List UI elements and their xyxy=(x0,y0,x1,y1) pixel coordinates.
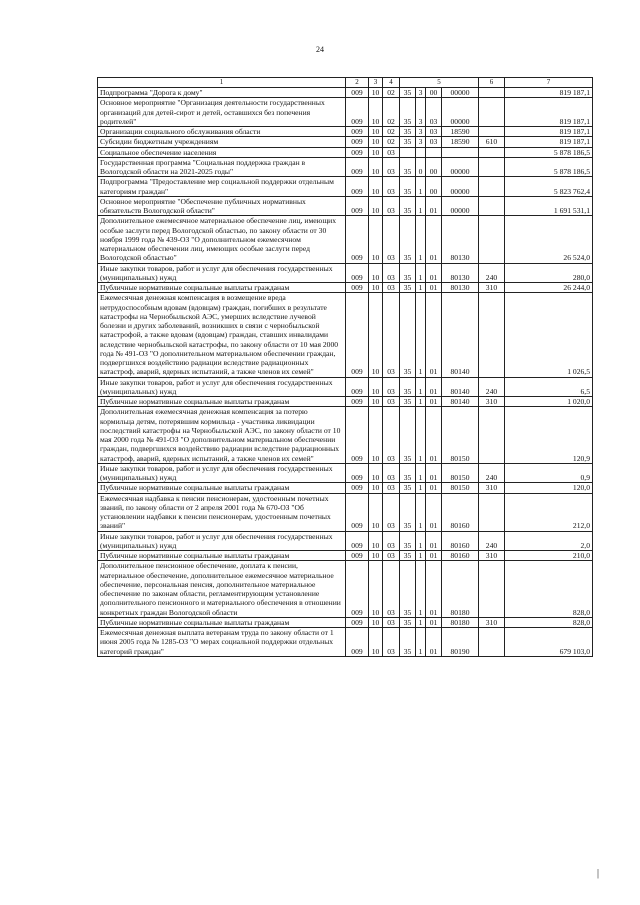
cell-t1: 35 xyxy=(400,293,416,377)
cell-name: Подпрограмма "Предоставление мер социальной поддержки отдельным категориям граждан" xyxy=(98,177,346,197)
cell-t1: 35 xyxy=(400,263,416,283)
cell-c2: 009 xyxy=(346,147,369,157)
cell-name: Публичные нормативные социальные выплаты гражданам xyxy=(98,483,346,493)
cell-c2: 009 xyxy=(346,617,369,627)
cell-t1: 35 xyxy=(400,98,416,127)
cell-sum: 1 691 531,1 xyxy=(505,196,593,216)
cell-c6: 310 xyxy=(479,283,505,293)
cell-c6 xyxy=(479,293,505,377)
cell-sum: 5 823 762,4 xyxy=(505,177,593,197)
cell-t1: 35 xyxy=(400,127,416,137)
cell-sum: 120,9 xyxy=(505,407,593,464)
cell-t3: 03 xyxy=(426,137,442,147)
cell-c3: 10 xyxy=(369,551,383,561)
cell-t2: 1 xyxy=(416,177,426,197)
cell-c6 xyxy=(479,493,505,531)
cell-c6 xyxy=(479,127,505,137)
cell-t4: 80160 xyxy=(442,531,479,551)
cell-c3: 10 xyxy=(369,196,383,216)
cell-name: Основное мероприятие "Обеспечение публичных нормативных обязательств Вологодской области" xyxy=(98,196,346,216)
header-cell: 2 xyxy=(346,78,369,88)
cell-sum: 26 244,0 xyxy=(505,283,593,293)
table-row xyxy=(98,407,593,464)
cell-c6 xyxy=(479,561,505,618)
cell-t2: 1 xyxy=(416,293,426,377)
cell-t4: 18590 xyxy=(442,127,479,137)
cell-c2: 009 xyxy=(346,283,369,293)
cell-t1: 35 xyxy=(400,88,416,98)
cell-sum: 6,5 xyxy=(505,377,593,397)
cell-sum: 1 020,0 xyxy=(505,397,593,407)
cell-name: Дополнительная ежемесячная денежная компенсация за потерю кормильца детям, потерявшим кормильца - участника ликвидации последствий катастрофы на Чернобыльской АЭС, по закону области от 10 мая 2000 года № 491-ОЗ "О дополнительном материальном обеспечении граждан, подвергшихся воздействию радиации вследствие радиационных катастроф, аварий, ядерных испытаний, а также членов их семей" xyxy=(98,407,346,464)
cell-sum: 5 878 186,5 xyxy=(505,147,593,157)
cell-t3: 01 xyxy=(426,293,442,377)
cell-t3: 01 xyxy=(426,216,442,263)
cell-c2: 009 xyxy=(346,377,369,397)
table-body xyxy=(98,88,593,657)
cell-name: Публичные нормативные социальные выплаты гражданам xyxy=(98,397,346,407)
cell-c2: 009 xyxy=(346,463,369,483)
cell-t4: 80140 xyxy=(442,397,479,407)
cell-name: Иные закупки товаров, работ и услуг для обеспечения государственных (муниципальных) нужд xyxy=(98,377,346,397)
cell-c3: 10 xyxy=(369,137,383,147)
cell-c2: 009 xyxy=(346,98,369,127)
cell-t2: 1 xyxy=(416,483,426,493)
cell-t4: 80150 xyxy=(442,407,479,464)
cell-t4: 80140 xyxy=(442,377,479,397)
table-row xyxy=(98,263,593,283)
cell-c4: 03 xyxy=(383,407,400,464)
cell-c2: 009 xyxy=(346,157,369,177)
cell-c6 xyxy=(479,177,505,197)
cell-sum: 819 187,1 xyxy=(505,98,593,127)
table-row xyxy=(98,216,593,263)
cell-name: Основное мероприятие "Организация деятельности государственных организаций для детей-сирот и детей, оставшихся без попечения родителей" xyxy=(98,98,346,127)
cell-sum: 819 187,1 xyxy=(505,127,593,137)
cell-c3: 10 xyxy=(369,127,383,137)
table-row xyxy=(98,147,593,157)
table-row xyxy=(98,127,593,137)
cell-c4: 03 xyxy=(383,263,400,283)
cell-name: Дополнительное пенсионное обеспечение, доплата к пенсии, материальное обеспечение, дополнительное ежемесячное материальное обеспечение, персональная пенсия, дополнительное материальное обеспечение по законам области, регламентирующим установление дополнительного пенсионного и материального обеспечения в отношении конкретных граждан Вологодской области xyxy=(98,561,346,618)
table-row xyxy=(98,561,593,618)
cell-c4: 02 xyxy=(383,88,400,98)
cell-t1: 35 xyxy=(400,551,416,561)
cell-name: Ежемесячная денежная компенсация в возмещение вреда нетрудоспособным вдовам (вдовцам) граждан, погибших в результате катастрофы на Чернобыльской АЭС, умерших вследствие лучевой болезни и других заболеваний, возникших в связи с чернобыльской катастрофой, а также вдовам (вдовцам) граждан, ставших инвалидами вследствие чернобыльской катастрофы, по закону области от 10 мая 2000 года № 491-ОЗ "О дополнительном материальном обеспечении граждан, подвергшихся воздействию радиации вследствие радиационных катастроф, аварий, ядерных испытаний, а также членов их семей" xyxy=(98,293,346,377)
cell-c2: 009 xyxy=(346,127,369,137)
cell-t2: 3 xyxy=(416,98,426,127)
cell-c4: 03 xyxy=(383,531,400,551)
cell-c6: 310 xyxy=(479,617,505,627)
cell-name: Публичные нормативные социальные выплаты гражданам xyxy=(98,283,346,293)
cell-c4: 03 xyxy=(383,397,400,407)
cell-t4: 80180 xyxy=(442,617,479,627)
cell-t4: 00000 xyxy=(442,196,479,216)
cell-sum: 280,0 xyxy=(505,263,593,283)
cell-t4: 80180 xyxy=(442,561,479,618)
table-row xyxy=(98,531,593,551)
cell-t1: 35 xyxy=(400,283,416,293)
cell-c3: 10 xyxy=(369,283,383,293)
cell-c3: 10 xyxy=(369,293,383,377)
cell-c2: 009 xyxy=(346,216,369,263)
cell-c3: 10 xyxy=(369,263,383,283)
cell-t4: 00000 xyxy=(442,157,479,177)
cell-t3: 03 xyxy=(426,127,442,137)
cell-sum: 828,0 xyxy=(505,617,593,627)
cell-c6: 310 xyxy=(479,483,505,493)
cell-t1: 35 xyxy=(400,531,416,551)
cell-c4: 03 xyxy=(383,147,400,157)
cell-t2: 1 xyxy=(416,283,426,293)
cell-t1: 35 xyxy=(400,196,416,216)
table-row xyxy=(98,137,593,147)
cell-c3: 10 xyxy=(369,157,383,177)
table-row xyxy=(98,157,593,177)
budget-table xyxy=(97,77,593,657)
cell-c4: 03 xyxy=(383,196,400,216)
cell-name: Социальное обеспечение населения xyxy=(98,147,346,157)
cell-c6 xyxy=(479,628,505,657)
cell-c3: 10 xyxy=(369,561,383,618)
cell-c6: 240 xyxy=(479,531,505,551)
cell-t2: 1 xyxy=(416,196,426,216)
cell-t1: 35 xyxy=(400,617,416,627)
table-row xyxy=(98,177,593,197)
cell-t1: 35 xyxy=(400,157,416,177)
cell-c3: 10 xyxy=(369,407,383,464)
cell-t2: 1 xyxy=(416,407,426,464)
cell-c4: 02 xyxy=(383,98,400,127)
cell-t4: 18590 xyxy=(442,137,479,147)
cell-sum: 828,0 xyxy=(505,561,593,618)
cell-t2: 1 xyxy=(416,628,426,657)
cell-t1: 35 xyxy=(400,216,416,263)
cell-t3: 01 xyxy=(426,561,442,618)
cell-c6: 240 xyxy=(479,377,505,397)
cell-t4: 00000 xyxy=(442,177,479,197)
table-row xyxy=(98,463,593,483)
cell-c2: 009 xyxy=(346,196,369,216)
cell-c2: 009 xyxy=(346,493,369,531)
cell-t3: 01 xyxy=(426,263,442,283)
header-cell: 3 xyxy=(369,78,383,88)
cell-t2: 1 xyxy=(416,263,426,283)
cell-c2: 009 xyxy=(346,407,369,464)
cell-name: Государственная программа "Социальная поддержка граждан в Вологодской области на 2021-2025 годы" xyxy=(98,157,346,177)
table-row xyxy=(98,377,593,397)
cell-c2: 009 xyxy=(346,263,369,283)
cell-c3: 10 xyxy=(369,531,383,551)
cell-c3: 10 xyxy=(369,617,383,627)
cell-sum: 210,0 xyxy=(505,551,593,561)
cell-c2: 009 xyxy=(346,628,369,657)
cell-c2: 009 xyxy=(346,561,369,618)
cell-t1: 35 xyxy=(400,137,416,147)
cell-t3 xyxy=(426,147,442,157)
cell-t2: 1 xyxy=(416,531,426,551)
cell-t3: 00 xyxy=(426,157,442,177)
cell-name: Ежемесячная надбавка к пенсии пенсионерам, удостоенным почетных званий, по закону области от 2 апреля 2001 года № 670-ОЗ "Об установлении надбавки к пенсии пенсионерам, удостоенным почетных званий" xyxy=(98,493,346,531)
cell-c2: 009 xyxy=(346,531,369,551)
cell-c6: 310 xyxy=(479,551,505,561)
cell-c3: 10 xyxy=(369,628,383,657)
cell-t3: 01 xyxy=(426,196,442,216)
cell-sum: 212,0 xyxy=(505,493,593,531)
cell-t3: 03 xyxy=(426,98,442,127)
cell-name: Иные закупки товаров, работ и услуг для обеспечения государственных (муниципальных) нужд xyxy=(98,463,346,483)
cell-c6 xyxy=(479,407,505,464)
cell-sum: 120,0 xyxy=(505,483,593,493)
cell-c4: 03 xyxy=(383,283,400,293)
cell-c3: 10 xyxy=(369,493,383,531)
cell-c4: 03 xyxy=(383,463,400,483)
table-row xyxy=(98,283,593,293)
margin-mark: | xyxy=(597,868,600,879)
cell-name: Подпрограмма "Дорога к дому" xyxy=(98,88,346,98)
cell-sum: 26 524,0 xyxy=(505,216,593,263)
table-row xyxy=(98,88,593,98)
cell-t4: 80150 xyxy=(442,463,479,483)
cell-c3: 10 xyxy=(369,397,383,407)
cell-c6 xyxy=(479,147,505,157)
cell-t4: 80160 xyxy=(442,493,479,531)
cell-t4: 80190 xyxy=(442,628,479,657)
cell-t3: 01 xyxy=(426,483,442,493)
cell-t2: 1 xyxy=(416,561,426,618)
table-row xyxy=(98,617,593,627)
cell-sum: 819 187,1 xyxy=(505,137,593,147)
cell-t1: 35 xyxy=(400,407,416,464)
cell-t4: 00000 xyxy=(442,98,479,127)
cell-t3: 01 xyxy=(426,628,442,657)
cell-t1: 35 xyxy=(400,561,416,618)
cell-c4: 03 xyxy=(383,551,400,561)
cell-t2: 1 xyxy=(416,463,426,483)
cell-c4: 02 xyxy=(383,127,400,137)
cell-c4: 03 xyxy=(383,617,400,627)
cell-c4: 03 xyxy=(383,493,400,531)
cell-c4: 03 xyxy=(383,561,400,618)
header-cell: 5 xyxy=(400,78,479,88)
cell-t3: 01 xyxy=(426,463,442,483)
cell-t1: 35 xyxy=(400,377,416,397)
cell-t1: 35 xyxy=(400,177,416,197)
cell-t3: 01 xyxy=(426,283,442,293)
cell-c6 xyxy=(479,196,505,216)
cell-c3: 10 xyxy=(369,216,383,263)
cell-t4: 00000 xyxy=(442,88,479,98)
table-row xyxy=(98,397,593,407)
cell-c3: 10 xyxy=(369,147,383,157)
cell-name: Ежемесячная денежная выплата ветеранам труда по закону области от 1 июня 2005 года № 1285-ОЗ "О мерах социальной поддержки отдельных категорий граждан" xyxy=(98,628,346,657)
cell-t1: 35 xyxy=(400,397,416,407)
cell-c4: 03 xyxy=(383,483,400,493)
header-cell: 4 xyxy=(383,78,400,88)
cell-t3: 00 xyxy=(426,88,442,98)
cell-c3: 10 xyxy=(369,88,383,98)
cell-t4: 80160 xyxy=(442,551,479,561)
cell-sum: 0,9 xyxy=(505,463,593,483)
cell-t1: 35 xyxy=(400,628,416,657)
table-row xyxy=(98,196,593,216)
cell-sum: 5 878 186,5 xyxy=(505,157,593,177)
cell-t2: 3 xyxy=(416,88,426,98)
header-cell: 1 xyxy=(98,78,346,88)
cell-t3: 01 xyxy=(426,407,442,464)
cell-c2: 009 xyxy=(346,88,369,98)
cell-c6 xyxy=(479,157,505,177)
page-number: 24 xyxy=(316,45,324,54)
cell-t2: 1 xyxy=(416,397,426,407)
cell-c3: 10 xyxy=(369,377,383,397)
cell-c6: 240 xyxy=(479,463,505,483)
cell-t4: 80130 xyxy=(442,283,479,293)
cell-t4: 80150 xyxy=(442,483,479,493)
cell-t3: 01 xyxy=(426,551,442,561)
cell-t3: 01 xyxy=(426,493,442,531)
cell-c2: 009 xyxy=(346,397,369,407)
cell-name: Организации социального обслуживания области xyxy=(98,127,346,137)
cell-sum: 2,0 xyxy=(505,531,593,551)
cell-c3: 10 xyxy=(369,177,383,197)
cell-c4: 03 xyxy=(383,377,400,397)
table-row xyxy=(98,98,593,127)
cell-name: Иные закупки товаров, работ и услуг для обеспечения государственных (муниципальных) нужд xyxy=(98,263,346,283)
cell-t4: 80130 xyxy=(442,263,479,283)
cell-t2: 3 xyxy=(416,127,426,137)
cell-c2: 009 xyxy=(346,483,369,493)
cell-c4: 03 xyxy=(383,293,400,377)
cell-c2: 009 xyxy=(346,293,369,377)
cell-c4: 03 xyxy=(383,177,400,197)
cell-t1 xyxy=(400,147,416,157)
cell-c2: 009 xyxy=(346,177,369,197)
cell-sum: 1 026,5 xyxy=(505,293,593,377)
cell-c3: 10 xyxy=(369,463,383,483)
header-row xyxy=(98,78,593,88)
cell-t2: 1 xyxy=(416,551,426,561)
cell-c2: 009 xyxy=(346,551,369,561)
cell-t4: 80130 xyxy=(442,216,479,263)
cell-c6: 610 xyxy=(479,137,505,147)
cell-c4: 03 xyxy=(383,157,400,177)
cell-c6: 310 xyxy=(479,397,505,407)
cell-name: Публичные нормативные социальные выплаты гражданам xyxy=(98,551,346,561)
cell-sum: 819 187,1 xyxy=(505,88,593,98)
cell-t4 xyxy=(442,147,479,157)
cell-t3: 00 xyxy=(426,177,442,197)
cell-c4: 03 xyxy=(383,216,400,263)
cell-t2: 1 xyxy=(416,493,426,531)
cell-c6 xyxy=(479,88,505,98)
cell-c3: 10 xyxy=(369,98,383,127)
cell-t2: 1 xyxy=(416,377,426,397)
cell-c2: 009 xyxy=(346,137,369,147)
cell-c4: 03 xyxy=(383,628,400,657)
cell-t3: 01 xyxy=(426,531,442,551)
table-row xyxy=(98,551,593,561)
cell-name: Субсидии бюджетным учреждениям xyxy=(98,137,346,147)
table-row xyxy=(98,483,593,493)
cell-c4: 02 xyxy=(383,137,400,147)
cell-t3: 01 xyxy=(426,377,442,397)
cell-t2: 0 xyxy=(416,157,426,177)
cell-c6 xyxy=(479,216,505,263)
cell-name: Публичные нормативные социальные выплаты гражданам xyxy=(98,617,346,627)
table-row xyxy=(98,628,593,657)
cell-t1: 35 xyxy=(400,463,416,483)
cell-name: Дополнительное ежемесячное материальное обеспечение лиц, имеющих особые заслуги перед Вологодской областью, по закону области от 30 ноября 1999 года № 439-ОЗ "О дополнительном ежемесячном материальном обеспечении лиц, имеющих особые заслуги перед Вологодской областью" xyxy=(98,216,346,263)
header-cell: 6 xyxy=(479,78,505,88)
cell-t2: 1 xyxy=(416,216,426,263)
cell-t2 xyxy=(416,147,426,157)
cell-t1: 35 xyxy=(400,483,416,493)
cell-t2: 1 xyxy=(416,617,426,627)
cell-name: Иные закупки товаров, работ и услуг для обеспечения государственных (муниципальных) нужд xyxy=(98,531,346,551)
cell-c6 xyxy=(479,98,505,127)
cell-t2: 3 xyxy=(416,137,426,147)
cell-t3: 01 xyxy=(426,397,442,407)
cell-t1: 35 xyxy=(400,493,416,531)
header-cell: 7 xyxy=(505,78,593,88)
table-row xyxy=(98,493,593,531)
cell-t4: 80140 xyxy=(442,293,479,377)
table-row xyxy=(98,293,593,377)
cell-c6: 240 xyxy=(479,263,505,283)
cell-sum: 679 103,0 xyxy=(505,628,593,657)
cell-c3: 10 xyxy=(369,483,383,493)
cell-t3: 01 xyxy=(426,617,442,627)
